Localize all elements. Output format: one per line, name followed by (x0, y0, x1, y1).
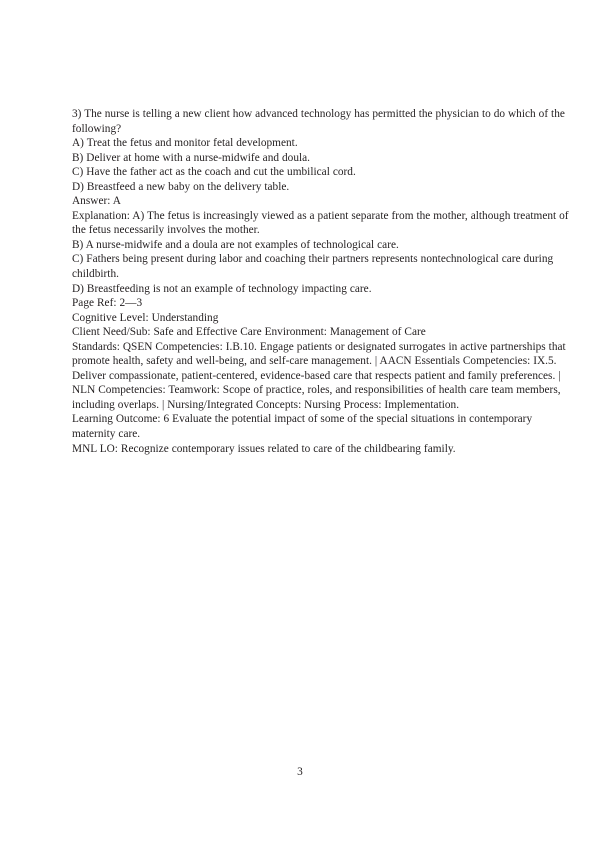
metadata-learning-outcome: Learning Outcome: 6 Evaluate the potential impact of some of the special situations in contemporary maternity care. (72, 413, 533, 441)
page-number: 3 (297, 766, 303, 778)
metadata-standards: Standards: QSEN Competencies: I.B.10. Engage patients or designated surrogates in active partnerships that promote health, safety and well-being, and self-care management. | AACN Essentials Competencies: IX.5. Deliver compassionate, patient-centered, evidence-based care that respects patient and family preferences. | NLN Competencies: Teamwork: Scope of practice, roles, and responsibilities of health care team members, including overlaps. | Nursing/Integrated Concepts: Nursing Process: Implementation. (72, 340, 566, 411)
metadata-page-ref: Page Ref: 2—3 (72, 297, 143, 310)
answer-option-a: A) Treat the fetus and monitor fetal development. (72, 137, 298, 150)
metadata-mnl-lo: MNL LO: Recognize contemporary issues related to care of the childbearing family. (72, 442, 456, 455)
answer-option-b: B) Deliver at home with a nurse-midwife and doula. (72, 151, 311, 164)
explanation-option-c: C) Fathers being present during labor and coaching their partners represents nontechnological care during childbirth. (72, 253, 554, 281)
question-stem: 3) The nurse is telling a new client how advanced technology has permitted the physician to do which of the following? (72, 108, 565, 135)
answer-option-d: D) Breastfeed a new baby on the delivery table. (72, 180, 290, 193)
explanation-option-b: B) A nurse-midwife and a doula are not examples of technological care. (72, 238, 399, 251)
explanation-option-d: D) Breastfeeding is not an example of technology impacting care. (72, 282, 372, 295)
question-content (72, 107, 572, 456)
metadata-client-need: Client Need/Sub: Safe and Effective Care Environment: Management of Care (72, 326, 426, 339)
metadata-cognitive-level: Cognitive Level: Understanding (72, 311, 219, 324)
answer-key: Answer: A (72, 195, 121, 208)
explanation-option-a: Explanation: A) The fetus is increasingly viewed as a patient separate from the mother, although treatment of the fetus necessarily involves the mother. (72, 209, 569, 237)
answer-option-c: C) Have the father act as the coach and cut the umbilical cord. (72, 166, 356, 179)
